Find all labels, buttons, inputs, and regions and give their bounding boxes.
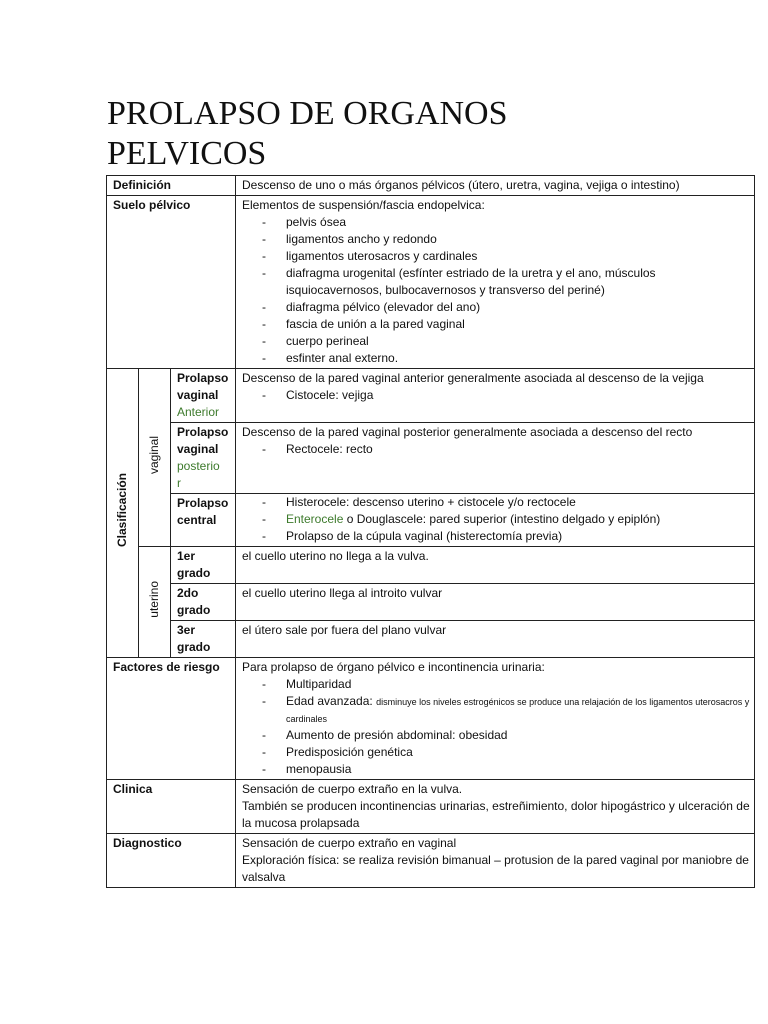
posterior-label-line4: r bbox=[177, 476, 181, 490]
summary-table bbox=[106, 175, 755, 888]
row-prolapso-anterior bbox=[107, 369, 755, 423]
row-grado-2 bbox=[107, 584, 755, 621]
central-label-line1: Prolapso bbox=[177, 496, 229, 510]
list-item: - esfinter anal externo. bbox=[262, 350, 750, 367]
suelo-list bbox=[242, 214, 750, 367]
factores-list bbox=[242, 676, 750, 778]
posterior-label bbox=[171, 423, 236, 494]
list-item bbox=[262, 693, 750, 727]
grado-label-line2: grado bbox=[177, 640, 211, 654]
grado-text: el cuello uterino llega al introito vulvar bbox=[236, 584, 755, 621]
central-list bbox=[242, 494, 750, 545]
list-item: - pelvis ósea bbox=[262, 214, 750, 231]
anterior-label-line1: Prolapso bbox=[177, 371, 229, 385]
list-item: - Histerocele: descenso uterino + cistocele y/o rectocele bbox=[262, 494, 750, 511]
anterior-list bbox=[242, 387, 750, 404]
central-content bbox=[236, 494, 755, 547]
list-item: - fascia de unión a la pared vaginal bbox=[262, 316, 750, 333]
edad-label: Edad avanzada: bbox=[286, 694, 373, 708]
posterior-label-line3: posterio bbox=[177, 459, 220, 473]
factores-content bbox=[236, 658, 755, 780]
anterior-content bbox=[236, 369, 755, 423]
clasificacion-label: Clasificación bbox=[115, 473, 129, 548]
clinica-line1: Sensación de cuerpo extraño en la vulva. bbox=[242, 782, 463, 796]
list-item: - Prolapso de la cúpula vaginal (histerectomía previa) bbox=[262, 528, 750, 545]
anterior-text: Descenso de la pared vaginal anterior generalmente asociada al descenso de la vejiga bbox=[242, 371, 704, 385]
posterior-content bbox=[236, 423, 755, 494]
factores-intro: Para prolapso de órgano pélvico e incontinencia urinaria: bbox=[242, 660, 545, 674]
title-line-1: PROLAPSO DE ORGANOS bbox=[107, 95, 508, 132]
suelo-content bbox=[236, 196, 755, 369]
grado-label-line1: 2do bbox=[177, 586, 199, 600]
title-line-2: PELVICOS bbox=[107, 135, 267, 172]
list-item: - Aumento de presión abdominal: obesidad bbox=[262, 727, 750, 744]
list-item: - Cistocele: vejiga bbox=[262, 387, 750, 404]
clasificacion-label-cell bbox=[107, 369, 139, 658]
factores-label: Factores de riesgo bbox=[107, 658, 236, 780]
list-item: - diafragma urogenital (esfínter estriado de la uretra y el ano, músculos isquiocavernosos, bulbocavernosos y transverso del periné) bbox=[262, 265, 750, 299]
document-title bbox=[107, 94, 508, 174]
grado-label bbox=[171, 547, 236, 584]
row-factores bbox=[107, 658, 755, 780]
grado-label bbox=[171, 621, 236, 658]
grado-label-line1: 3er bbox=[177, 623, 196, 637]
definicion-label: Definición bbox=[107, 176, 236, 196]
diagnostico-content bbox=[236, 834, 755, 888]
grado-text: el cuello uterino no llega a la vulva. bbox=[236, 547, 755, 584]
row-suelo-pelvico bbox=[107, 196, 755, 369]
anterior-label-line2: vaginal bbox=[177, 388, 219, 402]
list-item: - Rectocele: recto bbox=[262, 441, 750, 458]
posterior-label-line1: Prolapso bbox=[177, 425, 229, 439]
suelo-intro: Elementos de suspensión/fascia endopelvica: bbox=[242, 198, 485, 212]
clinica-line2: También se producen incontinencias urinarias, estreñimiento, dolor hipogástrico y ulceración de la mucosa prolapsada bbox=[242, 799, 750, 830]
grado-label-line2: grado bbox=[177, 566, 211, 580]
vaginal-label: vaginal bbox=[147, 435, 161, 475]
list-item: - ligamentos ancho y redondo bbox=[262, 231, 750, 248]
edad-detail: disminuye los niveles estrogénicos se produce una relajación de los ligamentos uterosacros y cardinales bbox=[286, 697, 750, 724]
enterocele-term: Enterocele bbox=[286, 512, 344, 526]
row-grado-1 bbox=[107, 547, 755, 584]
definicion-text: Descenso de uno o más órganos pélvicos (útero, uretra, vagina, vejiga o intestino) bbox=[236, 176, 755, 196]
list-item bbox=[262, 511, 750, 528]
posterior-list bbox=[242, 441, 750, 458]
central-label bbox=[171, 494, 236, 547]
list-item: - menopausia bbox=[262, 761, 750, 778]
clinica-label: Clinica bbox=[107, 780, 236, 834]
enterocele-rest: o Douglascele: pared superior (intestino delgado y epiplón) bbox=[343, 512, 661, 526]
anterior-label bbox=[171, 369, 236, 423]
uterino-label: uterino bbox=[147, 581, 161, 618]
diagnostico-line2: Exploración física: se realiza revisión bimanual – protusion de la pared vaginal por maniobre de valsalva bbox=[242, 853, 749, 884]
row-grado-3 bbox=[107, 621, 755, 658]
anterior-label-line3: Anterior bbox=[177, 405, 220, 419]
list-item: - diafragma pélvico (elevador del ano) bbox=[262, 299, 750, 316]
list-item: - ligamentos uterosacros y cardinales bbox=[262, 248, 750, 265]
diagnostico-line1: Sensación de cuerpo extraño en vaginal bbox=[242, 836, 457, 850]
grado-label bbox=[171, 584, 236, 621]
row-prolapso-central bbox=[107, 494, 755, 547]
row-diagnostico bbox=[107, 834, 755, 888]
diagnostico-label: Diagnostico bbox=[107, 834, 236, 888]
posterior-label-line2: vaginal bbox=[177, 442, 219, 456]
grado-label-line2: grado bbox=[177, 603, 211, 617]
row-prolapso-posterior bbox=[107, 423, 755, 494]
row-definicion bbox=[107, 176, 755, 196]
grado-label-line1: 1er bbox=[177, 549, 196, 563]
row-clinica bbox=[107, 780, 755, 834]
list-item: - Multiparidad bbox=[262, 676, 750, 693]
clinica-content bbox=[236, 780, 755, 834]
posterior-text: Descenso de la pared vaginal posterior generalmente asociada a descenso del recto bbox=[242, 425, 693, 439]
central-label-line2: central bbox=[177, 513, 217, 527]
suelo-label: Suelo pélvico bbox=[107, 196, 236, 369]
list-item: - Predisposición genética bbox=[262, 744, 750, 761]
grado-text: el útero sale por fuera del plano vulvar bbox=[236, 621, 755, 658]
vaginal-label-cell bbox=[139, 369, 171, 547]
list-item: - cuerpo perineal bbox=[262, 333, 750, 350]
uterino-label-cell bbox=[139, 547, 171, 658]
